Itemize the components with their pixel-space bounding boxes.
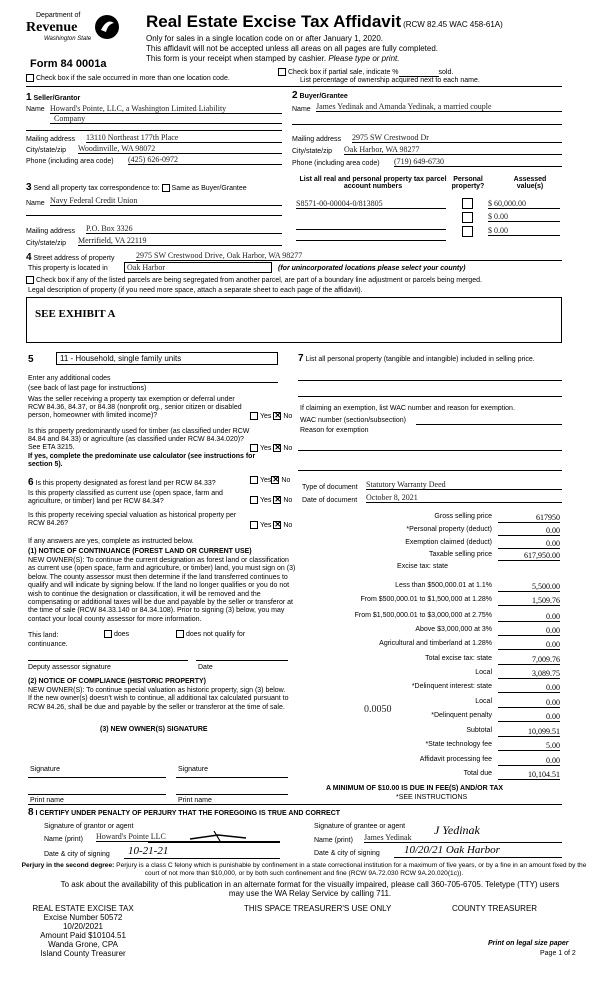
calc-row (296, 669, 560, 681)
calc-label: *Personal property (deduct) (406, 526, 492, 533)
calc-row (296, 655, 560, 667)
notice-3-title: (3) NEW OWNER(S) SIGNATURE (100, 726, 208, 733)
calc-label: Local (475, 669, 492, 676)
notice-2-title: (2) NOTICE OF COMPLIANCE (HISTORIC PROPERTY) (28, 678, 206, 685)
header-notes (146, 34, 438, 64)
calc-row (296, 727, 560, 739)
calc-value[interactable]: 1,509.76 (498, 596, 560, 606)
seller-name-field-2[interactable]: Company (50, 114, 282, 124)
section-4-address: 4 Street address of property (26, 252, 115, 263)
parcel-field-1[interactable]: S8571-00-00004-0/813805 (296, 199, 446, 209)
print-line-2[interactable] (176, 794, 288, 795)
calc-row (296, 596, 560, 608)
located-label: This property is located in (28, 265, 108, 272)
historic-question: Is this property receiving special valuation as historical property per RCW 84.26? (28, 512, 237, 527)
calc-label: From $1,500,000.01 to $3,000,000 at 2.75% (354, 612, 492, 619)
calc-value[interactable]: 617,950.00 (498, 551, 560, 561)
forest-question: 6 Is this property designated as forest land per RCW 84.33? (28, 477, 216, 488)
q2-no-checkbox[interactable] (273, 444, 281, 452)
see-instructions: *SEE INSTRUCTIONS (396, 794, 468, 801)
grantee-signature: J Yedinak (434, 823, 480, 837)
reason-label: Reason for exemption (300, 427, 369, 434)
calc-row (296, 539, 560, 551)
does-checkbox[interactable] (104, 630, 112, 638)
exemption-question: Was the seller receiving a property tax exemption or deferral under RCW 84.36, 84.37, or 84.38 (nonprofit org., senior citizen or disabled person, homeowner with limited income)? (28, 396, 242, 419)
s6-q2-answers: Yes ✕ No (250, 496, 292, 504)
s6-q3-no-checkbox[interactable] (273, 521, 281, 529)
calc-label: Subtotal (466, 727, 492, 734)
property-address-field[interactable]: 2975 SW Crestwood Drive, Oak Harbor, WA 98277 (136, 251, 562, 261)
line (298, 380, 562, 381)
perjury-note: Perjury in the second degree: Perjury is a class C felony which is punishable by confinement in a state correctional institution for a maximum of five years, or by a fine in an amount fixed by the court of not more than $10,000, or by both such confinement and fine (RCW 9A.72.030 RCW 9A.20.020(1c)). (21, 862, 587, 877)
rcw-text: (RCW 82.45 WAC 458-61A) (403, 20, 503, 29)
q2-answers: Yes ✕ No (250, 444, 292, 452)
certify-title: 8 I CERTIFY UNDER PENALTY OF PERJURY THAT THE FOREGOING IS TRUE AND CORRECT (28, 807, 341, 818)
personal-checkbox-2[interactable] (462, 212, 473, 223)
calc-label: Excise tax: state (397, 563, 448, 570)
calc-label: Affidavit processing fee (419, 756, 492, 763)
sig-label-1: Signature (30, 766, 60, 773)
corr-mail-label: Mailing address (26, 228, 76, 235)
exhibit-text: SEE EXHIBIT A (35, 308, 116, 320)
buyer-mail-field[interactable]: 2975 SW Crestwood Dr (352, 133, 562, 143)
calc-label: Less than $500,000.01 at 1.1% (395, 582, 492, 589)
note-1: Only for sales in a single location code on or after January 1, 2020. (146, 34, 384, 43)
wac-field[interactable] (416, 424, 562, 425)
owner-sig-line-2[interactable] (176, 777, 288, 778)
calc-value[interactable]: 0.00 (498, 526, 560, 536)
calc-row (296, 563, 560, 575)
print-line-1[interactable] (28, 794, 166, 795)
q1-yes-checkbox[interactable] (250, 412, 258, 420)
grantee-date-label: Date & city of signing (314, 850, 380, 857)
legal-desc-box[interactable] (26, 297, 562, 343)
dor-logo (24, 12, 128, 58)
calc-value[interactable]: 7,009.76 (498, 655, 560, 665)
owner-sig-line-1[interactable] (28, 777, 166, 778)
title-text: Real Estate Excise Tax Affidavit (146, 12, 402, 31)
location-select[interactable]: Oak Harbor (124, 262, 272, 273)
seller-name-field[interactable]: Howard's Pointe, LLC, a Washington Limited Liability (50, 104, 282, 114)
calc-label: Local (475, 698, 492, 705)
q1-no-checkbox[interactable] (273, 412, 281, 420)
location-note: (for unincorporated locations please select your county) (278, 265, 466, 272)
state-label: Washington State (44, 36, 92, 42)
line (292, 124, 562, 125)
personal-checkbox-1[interactable] (462, 198, 473, 209)
notice-2-text: NEW OWNER(S): To continue special valuation as historic property, sign (3) below. If the new owner(s) doesn't wish to continue, all additional tax calculated pursuant to RCW 84.26, shall be due and payable by the seller or transferor at the time of sale. (28, 687, 289, 711)
calc-row (296, 551, 560, 563)
calc-value[interactable]: 0.00 (498, 612, 560, 622)
buyer-name-field[interactable]: James Yedinak and Amanda Yedinak, a married couple (316, 102, 562, 112)
corr-name-field[interactable]: Navy Federal Credit Union (50, 196, 282, 206)
deputy-date-label: Date (198, 664, 213, 671)
calc-value[interactable]: 5.00 (498, 741, 560, 751)
wa-logo-icon (94, 14, 120, 40)
reason-field-2[interactable] (298, 470, 562, 471)
reason-field-1[interactable] (298, 450, 562, 451)
grantor-date-value: 10-21-21 (128, 845, 169, 857)
multi-location-checkbox-row[interactable]: Check box if the sale occurred in more than one location code. (26, 74, 230, 82)
local-rate: 0.0050 (364, 704, 392, 715)
grantee-print-label: Name (print) (314, 837, 353, 844)
parcel-field-2[interactable] (296, 220, 446, 230)
notice-1-title: (1) NOTICE OF CONTINUANCE (FOREST LAND OR CURRENT USE) (28, 548, 252, 555)
calc-value[interactable]: 0.00 (498, 640, 560, 650)
sig-label-2: Signature (178, 766, 208, 773)
does-option[interactable]: does (104, 630, 129, 638)
assessed-value-2[interactable]: $ 0.00 (488, 212, 560, 222)
seller-name-row: Name Howard's Pointe, LLC, a Washington Limited Liability Company (26, 106, 282, 113)
calc-label: From $500,000.01 to $1,500,000 at 1.28% (360, 596, 492, 603)
print-label-2: Print name (178, 797, 212, 804)
corr-mail-field[interactable]: P.O. Box 3326 (86, 224, 282, 234)
doc-type-field[interactable]: Statutory Warranty Deed (366, 480, 562, 490)
if-yes-note: If any answers are yes, complete as instructed below. (28, 538, 194, 545)
payment-stamp: REAL ESTATE EXCISE TAX Excise Number 50572 10/20/2021 Amount Paid $10104.51 Wanda Grone, CPA Island County Treasurer (32, 904, 134, 958)
q1-answers: Yes ✕ No (250, 412, 292, 420)
calc-value[interactable]: 0.00 (498, 698, 560, 708)
deputy-label: Deputy assessor signature (28, 664, 111, 671)
grantor-date-field[interactable] (124, 845, 280, 859)
current-use-question: Is this property classified as current use (open space, farm and agriculture, or timber) land per RCW 84.34? (28, 490, 223, 505)
s6-q2-yes-checkbox[interactable] (250, 496, 258, 504)
section-7-title: 7 List all personal property (tangible and intangible) included in selling price. (298, 353, 535, 364)
segregation-checkbox[interactable] (26, 276, 34, 284)
print-label-1: Print name (30, 797, 64, 804)
calc-value[interactable]: 3,089.75 (498, 669, 560, 679)
calc-value[interactable]: 10,099.51 (498, 727, 560, 737)
doc-date-label: Date of document (302, 497, 358, 504)
line (26, 215, 282, 216)
page-number: Page 1 of 2 (540, 950, 576, 957)
corr-city-label: City/state/zip (26, 240, 67, 247)
seller-phone-label: Phone (including area code) (26, 158, 114, 165)
minimum-note: A MINIMUM OF $10.00 IS DUE IN FEE(S) AND/OR TAX (326, 785, 504, 792)
calc-label: *State technology fee (425, 741, 492, 748)
calc-value[interactable]: 0.00 (498, 683, 560, 693)
section-5-num: 5 (28, 354, 34, 365)
q2-yes-checkbox[interactable] (250, 444, 258, 452)
corr-city-field[interactable]: Merrifield, VA 22119 (78, 236, 282, 246)
calc-row (296, 626, 560, 638)
exemption-label: If claiming an exemption, list WAC number and reason for exemption. (300, 405, 515, 412)
note-2: This affidavit will not be accepted unless all areas on all pages are fully completed. (146, 44, 439, 53)
calc-label: Above $3,000,000 at 3% (415, 626, 492, 633)
seller-mail-field[interactable]: 13110 Northeast 177th Place (86, 133, 282, 143)
assessed-header: Assessed value(s) (513, 176, 547, 190)
add-codes-field[interactable] (132, 382, 278, 383)
timber-question: Is this property predominantly used for timber (as classified under RCW 84.84 and 84.33) or agriculture (as classified under RCW 84.34.020)? See ETA 3215. (28, 428, 250, 451)
grantor-print-field[interactable]: Howard's Pointe LLC (96, 832, 280, 842)
calc-label: Taxable selling price (428, 551, 492, 558)
calc-value[interactable]: 10,104.51 (498, 770, 560, 780)
calc-value[interactable]: 0.00 (498, 626, 560, 636)
this-land-label: This land: (28, 632, 59, 639)
deputy-sig-line[interactable] (28, 660, 188, 661)
add-codes-label: Enter any additional codes (28, 375, 111, 382)
revenue-label: Revenue (26, 20, 78, 35)
legal-size-note: Print on legal size paper (488, 940, 569, 947)
ownership-note: List percentage of ownership acquired next to each name. (300, 77, 480, 84)
parcel-field-3[interactable] (296, 231, 446, 241)
s6-q3-answers: Yes ✕ No (250, 521, 292, 529)
calc-value[interactable]: 5,500.00 (498, 582, 560, 592)
see-back-label: (see back of last page for instructions) (28, 385, 147, 392)
seller-city-field[interactable]: Woodinville, WA 98072 (78, 144, 282, 154)
assessed-value-1[interactable]: $ 60,000.00 (488, 199, 560, 209)
line (298, 396, 562, 397)
calc-label: Exemption claimed (deduct) (405, 539, 492, 546)
calc-row (296, 612, 560, 624)
calc-label: Total excise tax: state (425, 655, 492, 662)
calc-label: *Delinquent penalty (431, 712, 492, 719)
calc-value[interactable]: 617950 (498, 513, 560, 523)
dept-label: Department of (36, 12, 81, 19)
s6-q1-yes-checkbox[interactable] (250, 476, 258, 484)
section-2-title: 2 Buyer/Grantee (292, 90, 348, 101)
grantor-sig-label: Signature of grantor or agent (44, 823, 134, 830)
doc-type-label: Type of document (302, 484, 358, 491)
land-use-select[interactable]: 11 - Household, single family units (56, 352, 278, 365)
note-3: This form is your receipt when stamped by cashier. Please type or print. (146, 54, 400, 63)
partial-sale-checkbox[interactable] (278, 68, 286, 76)
doc-date-field[interactable]: October 8, 2021 (366, 493, 562, 503)
does-not-checkbox[interactable] (176, 630, 184, 638)
buyer-name-label: Name (292, 106, 311, 113)
calc-row (296, 712, 560, 724)
s6-q1-answers: Yes✕ No (250, 476, 290, 484)
s6-q1-no-checkbox[interactable] (271, 476, 279, 484)
calc-value[interactable]: 0.00 (498, 756, 560, 766)
calc-row (296, 756, 560, 768)
seller-city-label: City/state/zip (26, 147, 67, 154)
treasurer-use: THIS SPACE TREASURER'S USE ONLY (244, 904, 392, 913)
county-treasurer: COUNTY TREASURER (452, 904, 538, 913)
legal-desc-label: Legal description of property (if you need more space, attach a separate sheet to each page of the affidavit). (28, 287, 363, 294)
s6-q3-yes-checkbox[interactable] (250, 521, 258, 529)
corr-name-label: Name (26, 200, 45, 207)
personal-checkbox-3[interactable] (462, 226, 473, 237)
section-1-title: 1 Seller/Grantor (26, 92, 81, 103)
calc-row (296, 683, 560, 695)
calc-value[interactable]: 0.00 (498, 539, 560, 549)
calc-row (296, 698, 560, 710)
buyer-city-label: City/state/zip (292, 148, 333, 155)
buyer-phone-label: Phone (including area code) (292, 160, 380, 167)
calc-label: Agricultural and timberland at 1.28% (379, 640, 492, 647)
continuance-label: continuance. (28, 641, 68, 648)
wac-label: WAC number (section/subsection) (300, 417, 406, 424)
calc-row (296, 513, 560, 525)
assessed-value-3[interactable]: $ 0.00 (488, 226, 560, 236)
does-not-option[interactable]: does not qualify for (176, 630, 245, 638)
page-title (146, 12, 503, 32)
same-as-buyer-checkbox[interactable] (162, 184, 170, 192)
grantee-print-field[interactable]: James Yedinak (364, 833, 562, 843)
buyer-phone-field[interactable]: (719) 649-6730 (394, 157, 562, 167)
notice-1-text: NEW OWNER(S): To continue the current designation as forest land or classification as current use (open space, farm and agriculture, or timber) land, you must sign on (3) below. The county assessor must then determine if the land transferred continues to qualify and will indicate by signing below. If the land no longer qualifies or you do not wish to continue the designation or classification, it will be removed and the compensating or additional taxes will be due and payable by the seller or transferor at the time of sale (RCW 84.33.140 or 84.34.108). Prior to signing (3) below, you may contact your local county assessor for more information. (28, 557, 296, 623)
calc-label: *Delinquent interest: state (411, 683, 492, 690)
calc-row (296, 526, 560, 538)
multi-location-checkbox[interactable] (26, 74, 34, 82)
s6-q2-no-checkbox[interactable] (273, 496, 281, 504)
personal-header: Personal property? (451, 176, 485, 190)
calc-row (296, 582, 560, 594)
grantee-sig-label: Signature of grantee or agent (314, 823, 406, 830)
predominate-note: If yes, complete the predominate use calculator (see instructions for section 5). (28, 453, 256, 468)
divider (28, 804, 562, 805)
grantee-date-field[interactable] (394, 844, 562, 858)
partial-sale-row[interactable]: Check box if partial sale, indicate % sold. (278, 68, 453, 77)
segregation-row[interactable]: Check box if any of the listed parcels are being segregated from another parcel, are part of a boundary line adjustment or parcels being merged. (26, 276, 482, 284)
seller-phone-field[interactable]: (425) 626-0972 (128, 155, 282, 165)
calc-row (296, 741, 560, 753)
buyer-city-field[interactable]: Oak Harbor, WA 98277 (344, 145, 562, 155)
grantor-print-label: Name (print) (44, 836, 83, 843)
calc-row (296, 640, 560, 652)
grantee-date-value: 10/20/21 Oak Harbor (404, 844, 500, 856)
buyer-mail-label: Mailing address (292, 136, 342, 143)
parcel-header: List all real and personal property tax parcel account numbers (299, 176, 447, 190)
line (26, 130, 282, 131)
calc-row (296, 770, 560, 782)
accessibility-note: To ask about the availability of this publication in an alternate format for the visually impaired, please call 360-705-6705. Teletype (TTY) users may use the WA Relay Service by calling 711. (60, 880, 560, 898)
grantor-date-label: Date & city of signing (44, 851, 110, 858)
form-number: Form 84 0001a (30, 58, 107, 70)
calc-label: Total due (463, 770, 492, 777)
deputy-date-line[interactable] (196, 660, 288, 661)
calc-value[interactable]: 0.00 (498, 712, 560, 722)
divider (26, 86, 562, 87)
seller-mail-label: Mailing address (26, 136, 76, 143)
section-3-title: 3 Send all property tax correspondence to: Same as Buyer/Grantee (26, 182, 247, 193)
calc-label: Gross selling price (434, 513, 492, 520)
